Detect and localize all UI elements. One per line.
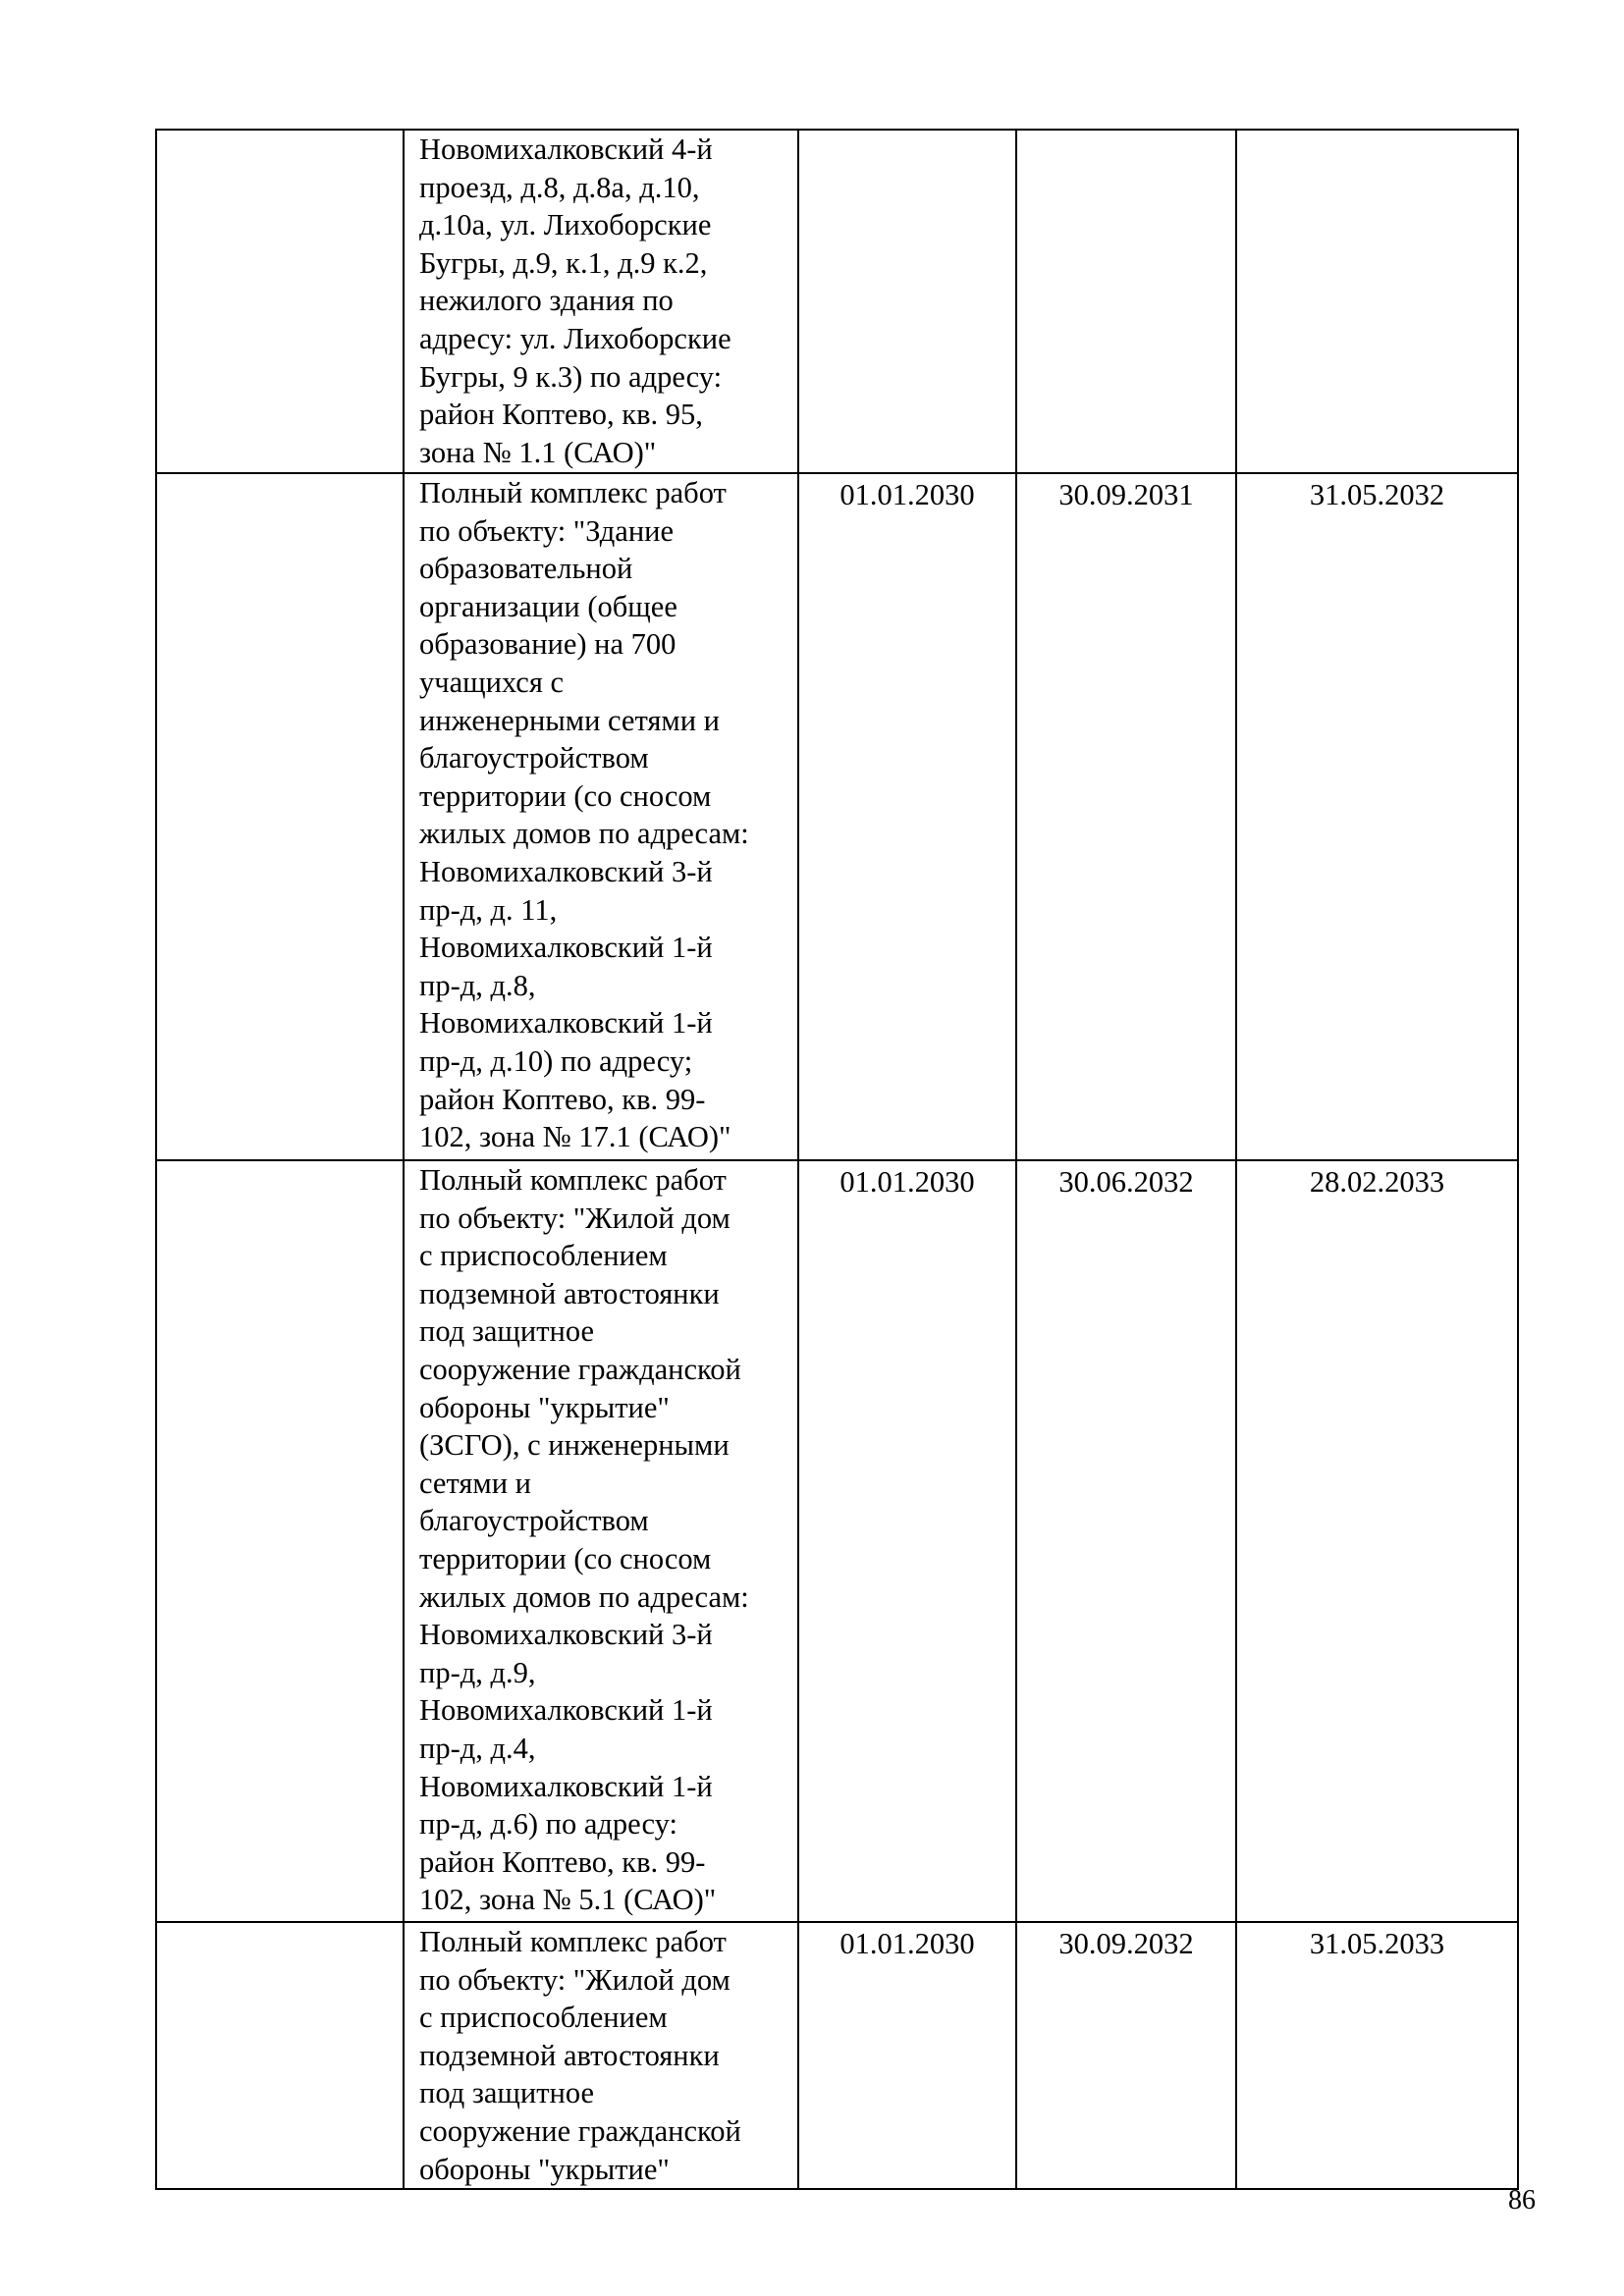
end-date-text xyxy=(1237,131,1517,133)
table-row xyxy=(156,473,1518,1160)
description-cell xyxy=(404,1160,798,1922)
end-date-text: 31.05.2033 xyxy=(1309,1927,1445,1960)
end-date-cell xyxy=(1236,1922,1518,2189)
first-column-cell xyxy=(156,1160,404,1922)
description-cell xyxy=(404,473,798,1160)
schedule-table xyxy=(155,129,1519,2190)
mid-date-text: 30.09.2032 xyxy=(1058,1927,1194,1960)
mid-date-cell xyxy=(1016,130,1236,473)
mid-date-text xyxy=(1017,131,1235,133)
table-row xyxy=(156,1160,1518,1922)
start-date-text: 01.01.2030 xyxy=(839,478,975,511)
start-date-cell xyxy=(798,1922,1016,2189)
start-date-cell xyxy=(798,473,1016,1160)
mid-date-text: 30.09.2031 xyxy=(1058,478,1194,511)
end-date-cell xyxy=(1236,1160,1518,1922)
end-date-cell xyxy=(1236,130,1518,473)
end-date-text: 31.05.2032 xyxy=(1309,478,1445,511)
mid-date-cell xyxy=(1016,473,1236,1160)
description-cell xyxy=(404,130,798,473)
description-cell xyxy=(404,1922,798,2189)
table-row xyxy=(156,1922,1518,2189)
mid-date-cell xyxy=(1016,1160,1236,1922)
first-column-cell xyxy=(156,130,404,473)
start-date-text: 01.01.2030 xyxy=(839,1165,975,1199)
end-date-text: 28.02.2033 xyxy=(1309,1165,1445,1199)
end-date-cell xyxy=(1236,473,1518,1160)
description-text: Полный комплекс работ по объекту: "Жилой дом с приспособлением подземной автостоянки под защитное сооружение гражданской обороны "укрытие" xyxy=(419,1925,741,2186)
first-column-cell xyxy=(156,1922,404,2189)
page-number: 86 xyxy=(1508,2185,1536,2216)
start-date-text: 01.01.2030 xyxy=(839,1927,975,1960)
description-text: Полный комплекс работ по объекту: "Жилой дом с приспособлением подземной автостоянки под защитное сооружение гражданской обороны "укрытие" (ЗСГО), с инженерными сетями и благоустройством территории (со сносом жилых домов по адресам: Новомихалковский 3-й пр-д, д.9, Новомихалковский 1-й пр-д, д.4, Новомихалковский 1-й пр-д, д.6) по адресу: район Коптево, кв. 99- 102, зона № 5.1 (САО)" xyxy=(419,1163,749,1917)
table-row xyxy=(156,130,1518,473)
mid-date-cell xyxy=(1016,1922,1236,2189)
first-column-cell xyxy=(156,473,404,1160)
description-text: Новомихалковский 4-й проезд, д.8, д.8а, д.10, д.10а, ул. Лихоборские Бугры, д.9, к.1, д.9 к.2, нежилого здания по адресу: ул. Лихоборские Бугры, 9 к.3) по адресу: район Коптево, кв. 95, зона № 1.1 (САО)" xyxy=(419,133,731,469)
start-date-text xyxy=(799,131,1015,133)
start-date-cell xyxy=(798,1160,1016,1922)
mid-date-text: 30.06.2032 xyxy=(1058,1165,1194,1199)
start-date-cell xyxy=(798,130,1016,473)
description-text: Полный комплекс работ по объекту: "Здание образовательной организации (общее образование) на 700 учащихся с инженерными сетями и благоустройством территории (со сносом жилых домов по адресам: Новомихалковский 3-й пр-д, д. 11, Новомихалковский 1-й пр-д, д.8, Новомихалковский 1-й пр-д, д.10) по адресу; район Коптево, кв. 99- 102, зона № 17.1 (САО)" xyxy=(419,476,749,1154)
